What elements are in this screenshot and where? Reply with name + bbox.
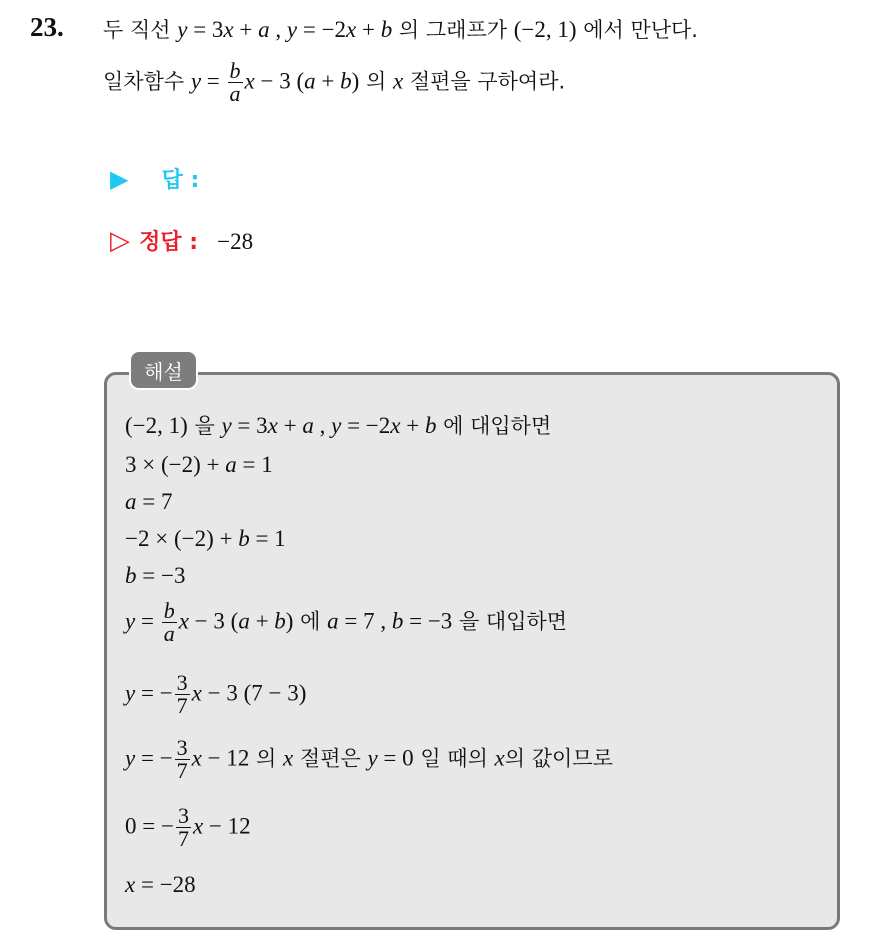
fraction-denominator: a (163, 621, 175, 646)
correct-answer-row (110, 225, 253, 256)
math-text: , (269, 17, 287, 42)
math-text: 0 = − (125, 813, 174, 839)
var-b: b (125, 563, 137, 588)
solution-line-9 (125, 805, 251, 850)
var-x: x (244, 68, 255, 94)
math-text: = − (135, 745, 173, 771)
var-a: a (258, 17, 270, 42)
fraction (162, 600, 177, 645)
math-text: ) (351, 68, 360, 94)
fraction-numerator: 3 (176, 735, 188, 760)
correct-label: 정답 : (139, 230, 199, 255)
solution-line-4 (125, 526, 286, 552)
var-x: x (390, 413, 401, 438)
math-text: = 7 (136, 489, 173, 514)
var-x: x (346, 17, 357, 42)
fraction-numerator: 3 (176, 670, 188, 695)
problem-text: 절편을 구하여라. (403, 69, 566, 94)
correct-value: −28 (217, 229, 254, 254)
math-text: + (233, 17, 259, 42)
var-y: y (125, 680, 136, 706)
var-x: x (192, 813, 204, 839)
fraction-denominator: a (229, 81, 241, 106)
problem-text: 의 (359, 69, 393, 94)
fraction (175, 737, 190, 782)
math-text: ) (285, 608, 294, 634)
correct-marker-icon: ▷ (110, 226, 130, 256)
fraction-numerator: b (229, 58, 241, 83)
solution-text: 의 (249, 746, 284, 771)
math-text: = − (135, 680, 173, 706)
fraction-numerator: b (163, 598, 175, 623)
math-text: = −2 (297, 17, 347, 42)
math-text: = 3 (231, 413, 268, 438)
var-x: x (223, 17, 234, 42)
math-text: = (135, 608, 160, 634)
var-y: y (177, 17, 188, 42)
var-b: b (380, 17, 393, 42)
question-number: 23. (30, 12, 64, 42)
problem-text: 두 직선 (103, 18, 178, 42)
var-a: a (304, 68, 316, 94)
math-text: − 3 (7 − 3) (201, 680, 307, 706)
problem-text: 에서 만난다. (576, 18, 698, 42)
math-text: = −28 (135, 872, 196, 897)
solution-line-10 (125, 872, 196, 898)
math-text: + (400, 413, 425, 438)
solution-text: 에 대입하면 (436, 414, 552, 438)
var-y: y (125, 745, 136, 771)
math-text: = 0 (377, 745, 414, 771)
math-text: (−2, 1) (125, 413, 188, 438)
solution-line-8 (125, 737, 613, 782)
var-x: x (125, 872, 136, 897)
var-y: y (331, 413, 342, 438)
math-text: = (201, 68, 226, 94)
math-text: , (313, 413, 332, 438)
var-a: a (225, 452, 237, 477)
solution-line-7 (125, 672, 306, 717)
fraction (175, 672, 190, 717)
var-b: b (340, 68, 352, 94)
fraction-denominator: 7 (176, 693, 188, 718)
var-y: y (221, 413, 232, 438)
math-text: − 3 ( (188, 608, 239, 634)
var-x: x (191, 745, 202, 771)
var-x: x (267, 413, 278, 438)
solution-text: 을 (187, 414, 222, 438)
solution-text: 을 대입하면 (452, 609, 568, 634)
problem-text: 의 그래프가 (392, 18, 514, 42)
answer-label: 답 : (161, 168, 200, 193)
math-text: = 1 (236, 452, 273, 477)
var-y: y (367, 745, 378, 771)
math-text: + (315, 68, 341, 94)
var-a: a (238, 608, 250, 634)
math-text: + (249, 608, 275, 634)
var-b: b (238, 526, 250, 551)
solution-text: 일 때의 (413, 746, 495, 771)
math-text: = 1 (249, 526, 286, 551)
fraction (228, 60, 243, 105)
solution-text: 절편은 (293, 746, 368, 771)
var-x: x (178, 608, 189, 634)
var-x: x (191, 680, 202, 706)
math-text: 3 × (−2) + (125, 452, 226, 477)
fraction-numerator: 3 (177, 803, 189, 828)
var-x: x (283, 745, 294, 771)
var-y: y (125, 608, 136, 634)
math-text: = −3 (403, 608, 453, 634)
math-text: −2 × (−2) + (125, 526, 239, 551)
math-text: = 3 (187, 17, 224, 42)
solution-line-1 (125, 410, 551, 440)
var-y: y (190, 68, 202, 94)
solution-text: 에 (293, 609, 328, 634)
var-b: b (424, 413, 437, 438)
math-text: + (277, 413, 303, 438)
math-text: = −2 (341, 413, 391, 438)
fraction (176, 805, 191, 850)
var-b: b (391, 608, 404, 634)
var-x: x (392, 68, 404, 94)
math-text: = 7 , (338, 608, 392, 634)
var-x: x (494, 745, 505, 771)
math-text: + (356, 17, 381, 42)
math-text: − 3 ( (254, 68, 305, 94)
problem-text: 일차함수 (103, 69, 191, 94)
problem-line-2 (103, 60, 565, 105)
solution-line-6 (125, 600, 567, 645)
math-text: = −3 (136, 563, 186, 588)
fraction-denominator: 7 (176, 758, 188, 783)
problem-line-1 (103, 14, 698, 44)
var-a: a (302, 413, 314, 438)
math-text: − 12 (201, 745, 250, 771)
solution-tab: 해설 (129, 350, 198, 390)
solution-text: 의 값이므로 (504, 746, 613, 771)
answer-row (110, 163, 199, 194)
fraction-denominator: 7 (177, 826, 189, 851)
var-b: b (274, 608, 286, 634)
math-text: (−2, 1) (513, 17, 577, 42)
var-y: y (286, 17, 298, 42)
answer-marker-icon: ▶ (110, 165, 129, 193)
solution-line-2 (125, 452, 273, 478)
var-a: a (125, 489, 137, 514)
math-text: − 12 (203, 813, 251, 839)
solution-line-3 (125, 489, 172, 515)
solution-line-5 (125, 563, 185, 589)
var-a: a (327, 608, 339, 634)
